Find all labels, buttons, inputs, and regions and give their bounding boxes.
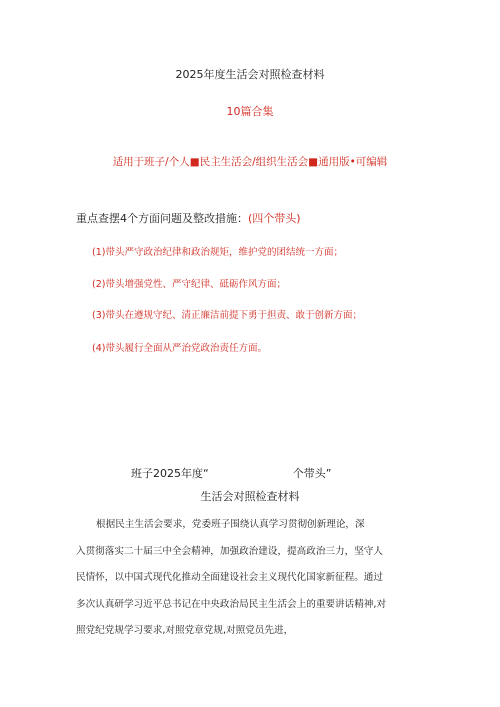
document-subtitle: 10篇合集 — [226, 105, 274, 118]
paragraph-line: 照党纪党规学习要求,对照党章党规,对照党员先进， — [76, 625, 294, 636]
paragraph-line: 根据民主生活会要求，党委班子围绕认真学习贯彻创新理论，深 — [96, 519, 365, 530]
document-title: 2025年度生活会对照检查材料 — [175, 68, 325, 81]
scope-line: 适用于班子/个人■民主生活会/组织生活会■通用版•可编辑 — [112, 156, 388, 168]
paragraph-line: 入贯彻落实二十届三中全会精神，加强政治建设，提高政治三力，坚守人 — [76, 546, 383, 557]
paragraph-line: 民情怀，以中国式现代化推动全面建设社会主义现代化国家新征程。通过 — [76, 572, 383, 583]
section-heading-left: 班子2025年度“ — [131, 467, 209, 480]
section-heading — [131, 465, 331, 481]
focus-lead: 重点查摆4个方面问题及整改措施： — [76, 212, 248, 225]
list-item: (3)带头在遵规守纪、清正廉洁前提下勇于担责、敢于创新方面； — [92, 310, 362, 321]
focus-tag: (四个带头) — [248, 212, 301, 225]
section-subheading: 生活会对照检查材料 — [200, 490, 300, 503]
list-item: (2)带头增强党性、严守纪律、砥砺作风方面； — [92, 279, 286, 290]
list-item: (4)带头履行全面从严治党政治责任方面。 — [92, 343, 267, 354]
section-heading-right: 个带头” — [292, 467, 332, 480]
paragraph-line: 多次认真研学习近平总书记在中央政治局民主生活会上的重要讲话精神,对 — [76, 599, 387, 610]
list-item: (1)带头严守政治纪律和政治规矩，维护党的团结统一方面； — [92, 247, 343, 258]
focus-heading — [76, 210, 301, 226]
